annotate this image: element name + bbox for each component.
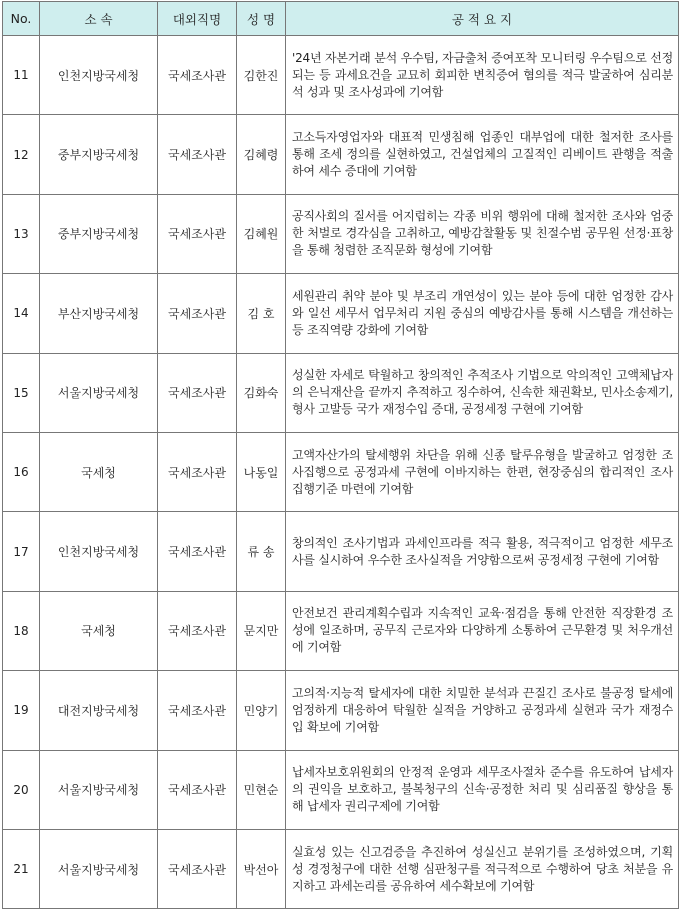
row-title: 국세조사관 <box>158 115 237 194</box>
header-no: No. <box>3 2 40 36</box>
row-affiliation: 국세청 <box>40 432 158 511</box>
row-title: 국세조사관 <box>158 750 237 829</box>
table-row <box>3 750 679 829</box>
row-title: 국세조사관 <box>158 829 237 908</box>
table-row <box>3 353 679 432</box>
row-affiliation: 중부지방국세청 <box>40 194 158 273</box>
row-name: 김 호 <box>237 274 286 353</box>
row-summary: 성실한 자세로 탁월하고 창의적인 추적조사 기법으로 악의적인 고액체납자의 은닉재산을 끝까지 추적하고 징수하여, 신속한 채권확보, 민사소송제기, 형사 고발등 국가 재정수입 증대, 공정세정 구현에 기여함 <box>286 353 679 432</box>
row-title: 국세조사관 <box>158 512 237 591</box>
row-title: 국세조사관 <box>158 591 237 670</box>
row-no: 21 <box>3 829 40 908</box>
row-summary: 창의적인 조사기법과 과세인프라를 적극 활용, 적극적이고 엄정한 세무조사를 실시하여 우수한 조사실적을 거양함으로써 공정세정 구현에 기여함 <box>286 512 679 591</box>
table-header-row <box>3 2 679 36</box>
row-name: 김화숙 <box>237 353 286 432</box>
row-affiliation: 대전지방국세청 <box>40 671 158 750</box>
row-summary: 고의적·지능적 탈세자에 대한 치밀한 분석과 끈질긴 조사로 불공정 탈세에 엄정하게 대응하여 탁월한 실적을 거양하고 공정과세 실현과 국가 재정수입 확보에 기여함 <box>286 671 679 750</box>
row-no: 14 <box>3 274 40 353</box>
row-title: 국세조사관 <box>158 353 237 432</box>
row-title: 국세조사관 <box>158 432 237 511</box>
row-summary: 안전보건 관리계획수립과 지속적인 교육·점검을 통해 안전한 직장환경 조성에 일조하며, 공무직 근로자와 다양하게 소통하여 근무환경 및 처우개선에 기여함 <box>286 591 679 670</box>
row-summary: 세원관리 취약 분야 및 부조리 개연성이 있는 분야 등에 대한 엄정한 감사와 일선 세무서 업무처리 지원 중심의 예방감사를 통해 시스템을 개선하는 등 조직역량 강화에 기여함 <box>286 274 679 353</box>
row-summary: 공직사회의 질서를 어지럽히는 각종 비위 행위에 대해 철저한 조사와 엄중한 처벌로 경각심을 고취하고, 예방감찰활동 및 친절수범 공무원 선정·표창을 통해 청렴한 조직문화 형성에 기여함 <box>286 194 679 273</box>
row-name: 김혜원 <box>237 194 286 273</box>
header-summary: 공 적 요 지 <box>286 2 679 36</box>
row-title: 국세조사관 <box>158 671 237 750</box>
table-row <box>3 432 679 511</box>
table-row <box>3 671 679 750</box>
table-row <box>3 829 679 908</box>
row-summary: 고소득자영업자와 대표적 민생침해 업종인 대부업에 대한 철저한 조사를 통해 조세 정의를 실현하였고, 건설업체의 고질적인 리베이트 관행을 적출하여 세수 증대에 기여함 <box>286 115 679 194</box>
row-title: 국세조사관 <box>158 194 237 273</box>
row-affiliation: 서울지방국세청 <box>40 829 158 908</box>
row-no: 13 <box>3 194 40 273</box>
row-affiliation: 국세청 <box>40 591 158 670</box>
row-summary: 납세자보호위원회의 안정적 운영과 세무조사절차 준수를 유도하여 납세자의 권익을 보호하고, 불복청구의 신속·공정한 처리 및 심리품질 향상을 통해 납세자 권리구제에 기여함 <box>286 750 679 829</box>
row-summary: '24년 자본거래 분석 우수팀, 자금출처 증여포착 모니터링 우수팀으로 선정되는 등 과세요건을 교묘히 회피한 변칙증여 혐의를 적극 발굴하여 심리분석 성과 및 조사성과에 기여함 <box>286 36 679 115</box>
row-no: 17 <box>3 512 40 591</box>
row-affiliation: 중부지방국세청 <box>40 115 158 194</box>
table-row <box>3 512 679 591</box>
row-name: 박선아 <box>237 829 286 908</box>
table-row <box>3 115 679 194</box>
row-no: 19 <box>3 671 40 750</box>
row-title: 국세조사관 <box>158 274 237 353</box>
row-name: 문지만 <box>237 591 286 670</box>
table-row <box>3 274 679 353</box>
row-no: 11 <box>3 36 40 115</box>
table-row <box>3 194 679 273</box>
row-no: 12 <box>3 115 40 194</box>
row-name: 류 송 <box>237 512 286 591</box>
row-affiliation: 부산지방국세청 <box>40 274 158 353</box>
row-name: 김한진 <box>237 36 286 115</box>
row-no: 18 <box>3 591 40 670</box>
row-no: 20 <box>3 750 40 829</box>
row-affiliation: 인천지방국세청 <box>40 512 158 591</box>
row-name: 김혜령 <box>237 115 286 194</box>
award-table <box>2 1 679 909</box>
header-affiliation: 소 속 <box>40 2 158 36</box>
table-row <box>3 36 679 115</box>
row-name: 민양기 <box>237 671 286 750</box>
row-name: 민현순 <box>237 750 286 829</box>
row-affiliation: 인천지방국세청 <box>40 36 158 115</box>
row-no: 15 <box>3 353 40 432</box>
row-affiliation: 서울지방국세청 <box>40 750 158 829</box>
header-title: 대외직명 <box>158 2 237 36</box>
table-row <box>3 591 679 670</box>
row-title: 국세조사관 <box>158 36 237 115</box>
row-summary: 실효성 있는 신고검증을 추진하여 성실신고 분위기를 조성하였으며, 기획성 경정청구에 대한 선행 심판청구를 적극적으로 수행하여 당초 처분을 유지하고 과세논리를 공유하여 세수확보에 기여함 <box>286 829 679 908</box>
header-name: 성 명 <box>237 2 286 36</box>
row-affiliation: 서울지방국세청 <box>40 353 158 432</box>
row-summary: 고액자산가의 탈세행위 차단을 위해 신종 탈루유형을 발굴하고 엄정한 조사집행으로 공정과세 구현에 이바지하는 한편, 현장중심의 합리적인 조사 집행기준 마련에 기여함 <box>286 432 679 511</box>
row-no: 16 <box>3 432 40 511</box>
row-name: 나동일 <box>237 432 286 511</box>
